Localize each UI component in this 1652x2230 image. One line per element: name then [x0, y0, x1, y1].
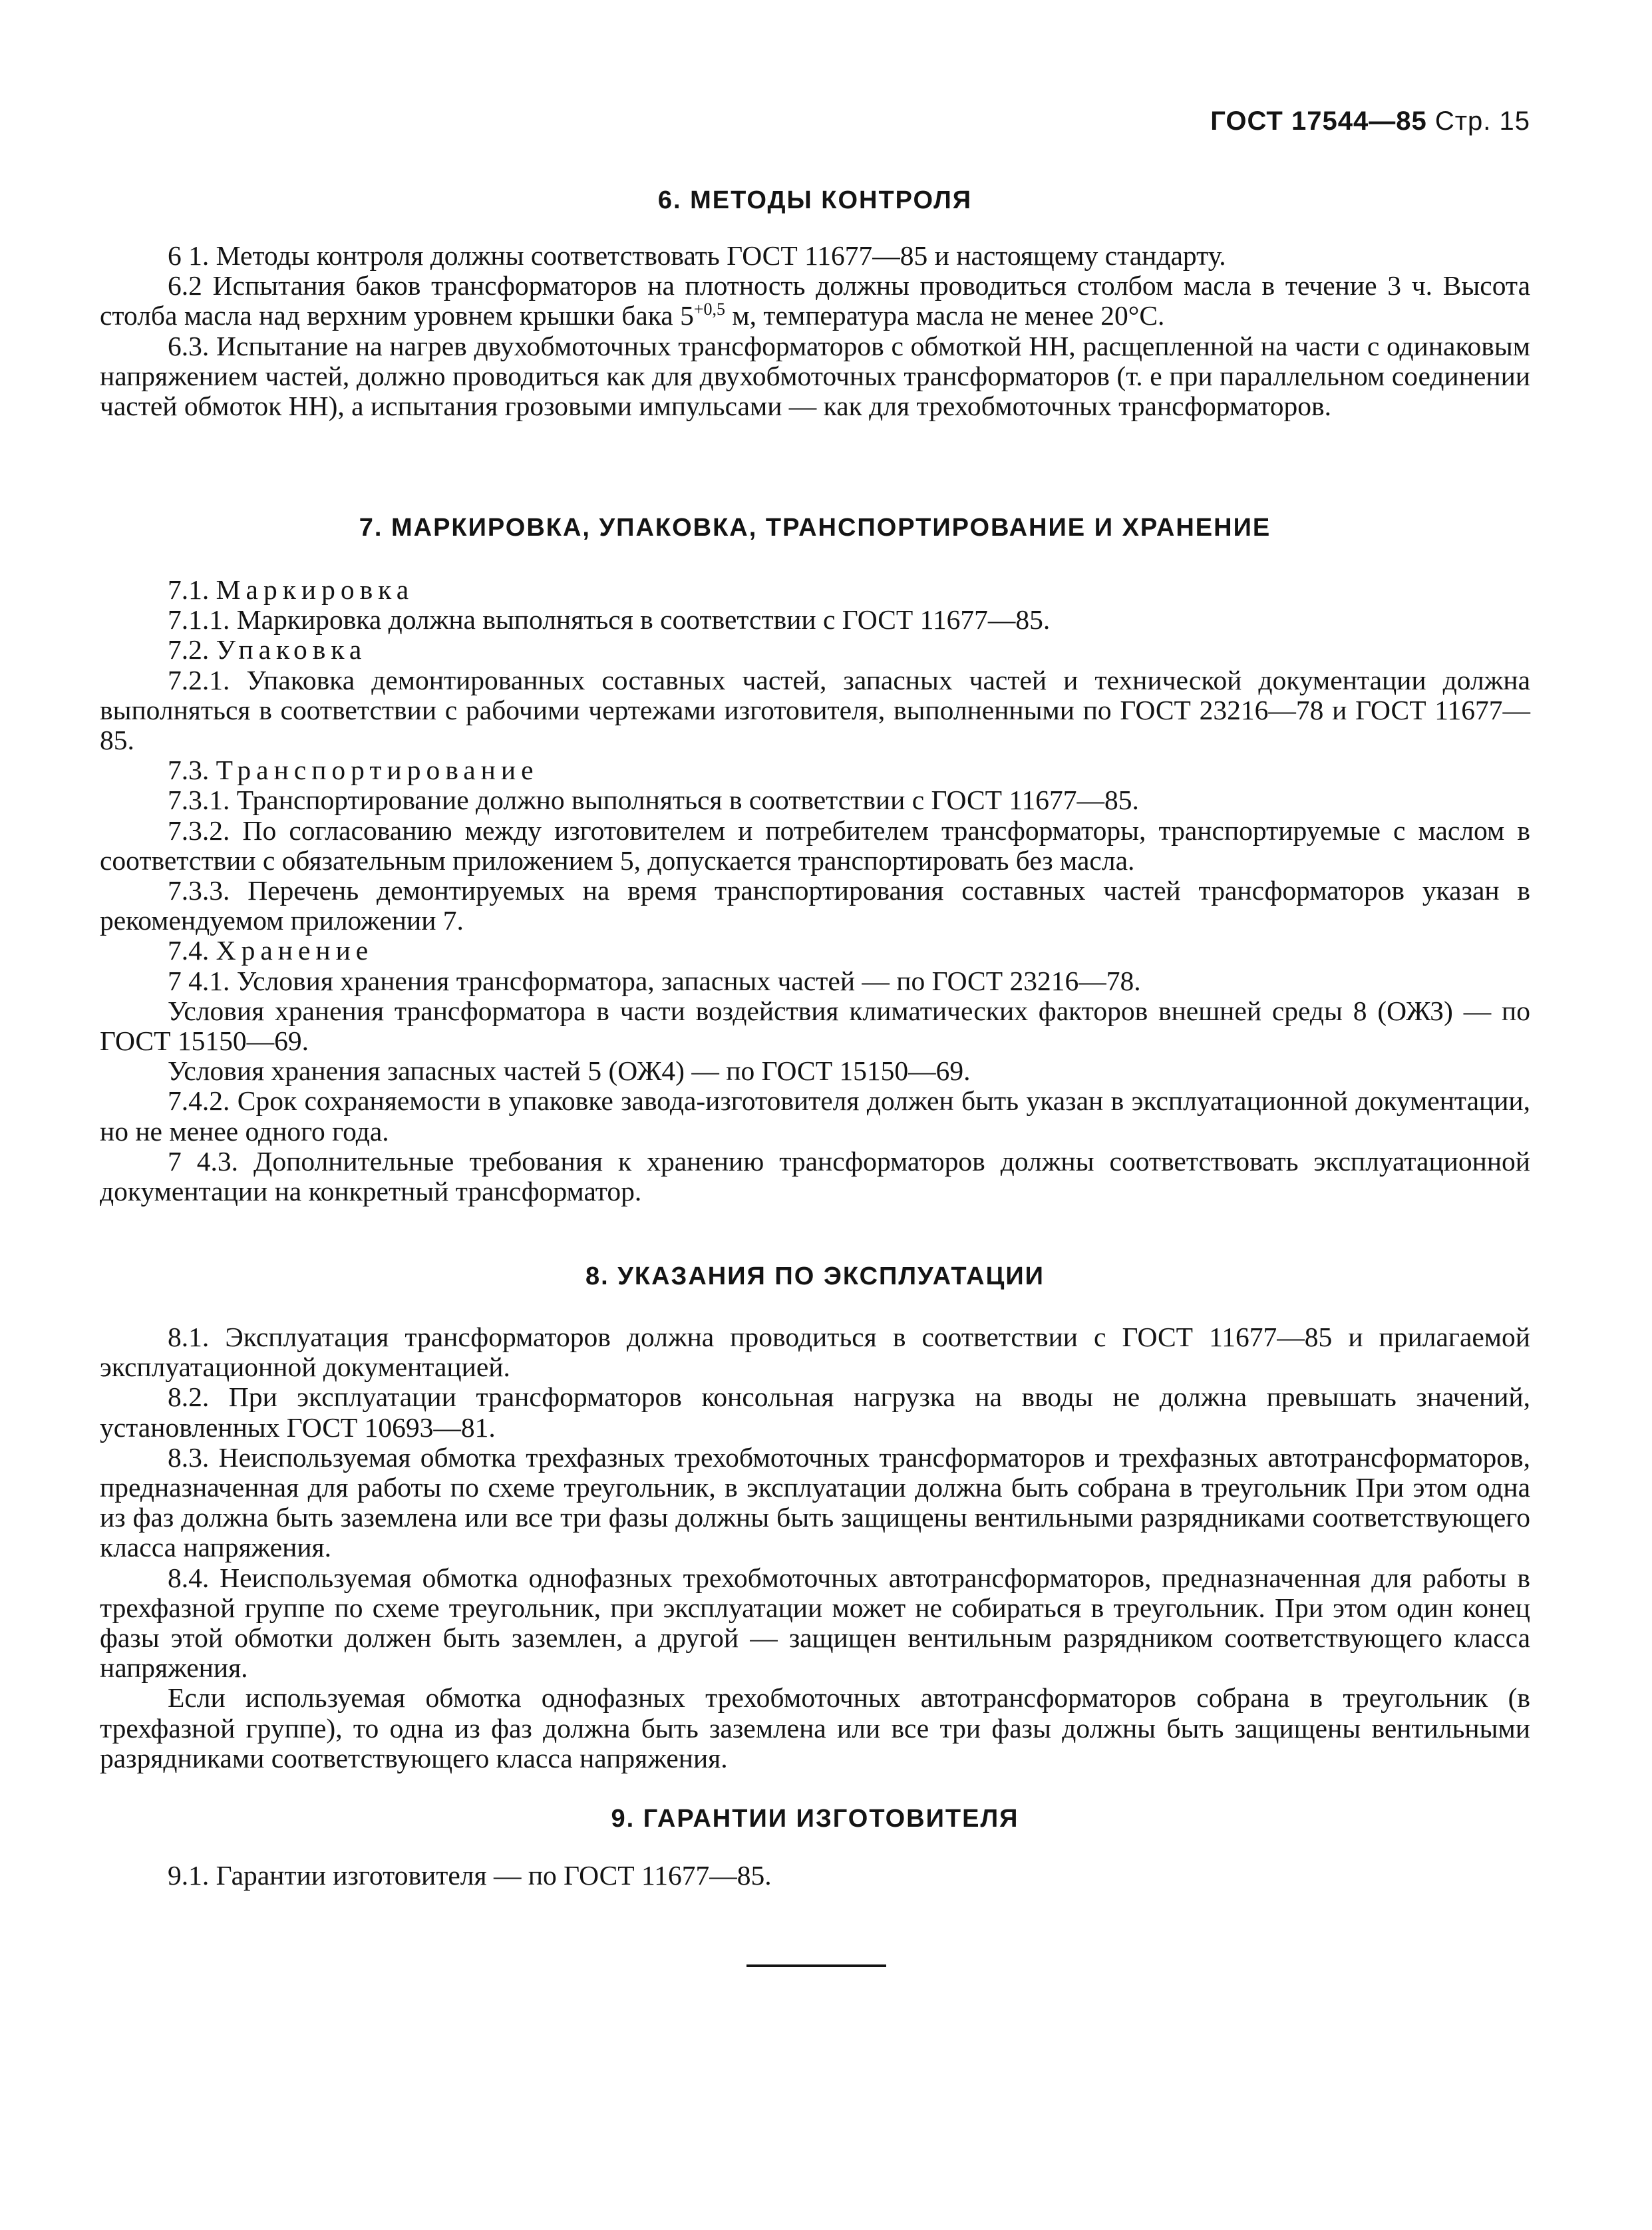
section-9-title: 9. ГАРАНТИИ ИЗГОТОВИТЕЛЯ [611, 1805, 1019, 1833]
paragraph-7-4-1-climate: Условия хранения трансформатора в части воздействия климатических факторов внешней среды 8 (ОЖЗ) — по ГОСТ 15150—69. [100, 995, 1530, 1057]
section-6-title: 6. МЕТОДЫ КОНТРОЛЯ [657, 186, 973, 214]
paragraph-6-1: 6 1. Методы контроля должны соответствовать ГОСТ 11677—85 и настоящему стандарту. [168, 240, 1226, 271]
subheading-7-4 [100, 936, 1530, 966]
page-number: Стр. 15 [1434, 106, 1530, 136]
paragraph-7-4-3: 7 4.3. Дополнительные требования к хранению трансформаторов должны соответствовать эксплуатационной документации на конкретный трансформатор. [100, 1145, 1530, 1207]
section-6 [100, 185, 1530, 421]
subheading-word: Хранение [216, 935, 374, 966]
standard-number: ГОСТ 17544—85 [1210, 106, 1427, 136]
section-8-title: 8. УКАЗАНИЯ ПО ЭКСПЛУАТАЦИИ [585, 1262, 1045, 1290]
paragraph-6-2-text: 6.2 Испытания баков трансформаторов на плотность должны проводиться столбом масла в течение 3 ч. Высота столба масла над верхним уровнем крышки бака 5 [100, 270, 1530, 331]
subheading-7-3 [100, 755, 1530, 785]
subheading-number: 7.2. [168, 634, 216, 665]
subheading-word: Маркировка [216, 574, 414, 605]
paragraph-6-2-text-end: м, температура масла не менее 20°С. [725, 300, 1165, 331]
subheading-word: Транспортирование [216, 755, 539, 786]
paragraph-7-3-2: 7.3.2. По согласованию между изготовителем и потребителем трансформаторы, транспортируемые с маслом в соответствии с обязательным приложением 5, допускается транспортировать без масла. [100, 815, 1530, 876]
paragraph-7-3-3: 7.3.3. Перечень демонтируемых на время транспортирования составных частей трансформаторов указан в рекомендуемом приложении 7. [100, 875, 1530, 936]
paragraph-6-3: 6.3. Испытание на нагрев двухобмоточных трансформаторов с обмоткой НН, расщепленной на части с одинаковым напряжением частей, должно проводиться как для двухобмоточных трансформаторов (т. е при параллельном соединении частей обмоток НН), а испытания грозовыми импульсами — как для трехобмоточных трансформаторов. [100, 330, 1530, 422]
tolerance-superscript: +0,5 [693, 299, 725, 319]
subheading-7-2 [100, 635, 1530, 665]
paragraph-7-4-1: 7 4.1. Условия хранения трансформатора, запасных частей — по ГОСТ 23216—78. [168, 965, 1141, 996]
paragraph-8-4-continued: Если используемая обмотка однофазных трехобмоточных автотрансформаторов собрана в треугольник (в трехфазной группе), то одна из фаз должна быть заземлена или все три фазы должны быть защищены вентильными разрядниками соответствующего класса напряжения. [100, 1682, 1530, 1773]
paragraph-7-4-2: 7.4.2. Срок сохраняемости в упаковке завода-изготовителя должен быть указан в эксплуатационной документации, но не менее одного года. [100, 1085, 1530, 1147]
paragraph-7-2-1: 7.2.1. Упаковка демонтированных составных частей, запасных частей и технической документации должна выполняться в соответствии с рабочими чертежами изготовителя, выполненными по ГОСТ 23216—78 и ГОСТ 11677—85. [100, 664, 1530, 756]
paragraph-7-1-1: 7.1.1. Маркировка должна выполняться в соответствии с ГОСТ 11677—85. [168, 604, 1051, 636]
end-divider [746, 1964, 886, 1967]
paragraph-8-3: 8.3. Неиспользуемая обмотка трехфазных трехобмоточных трансформаторов и трехфазных автотрансформаторов, предназначенная для работы по схеме треугольник, в эксплуатации должна быть собрана в треугольник При этом одна из фаз должна быть заземлена или все три фазы должны быть защищены вентильными разрядниками соответствующего класса напряжения. [100, 1441, 1530, 1563]
subheading-7-1 [100, 575, 1530, 605]
paragraph-8-4: 8.4. Неиспользуемая обмотка однофазных трехобмоточных автотрансформаторов, предназначенная для работы в трехфазной группе по схеме треугольник, при эксплуатации может не собираться в треугольник. При этом один конец фазы этой обмотки должен быть заземлен, а другой — защищен вентильным разрядником соответствующего класса напряжения. [100, 1562, 1530, 1684]
paragraph-7-3-1: 7.3.1. Транспортирование должно выполняться в соответствии с ГОСТ 11677—85. [168, 785, 1139, 816]
subheading-word: Упаковка [216, 634, 367, 665]
subheading-number: 7.3. [168, 755, 216, 786]
section-8 [100, 1261, 1530, 1773]
paragraph-6-2 [100, 271, 1530, 331]
paragraph-8-1: 8.1. Эксплуатация трансформаторов должна проводиться в соответствии с ГОСТ 11677—85 и прилагаемой эксплуатационной документацией. [100, 1322, 1530, 1383]
paragraph-7-4-1-spares: Условия хранения запасных частей 5 (ОЖ4) — по ГОСТ 15150—69. [168, 1055, 971, 1087]
subheading-number: 7.1. [168, 574, 216, 605]
running-header [1210, 106, 1530, 136]
section-7-title: 7. МАРКИРОВКА, УПАКОВКА, ТРАНСПОРТИРОВАНИЕ И ХРАНЕНИЕ [359, 514, 1271, 542]
paragraph-8-2: 8.2. При эксплуатации трансформаторов консольная нагрузка на вводы не должна превышать значений, установленных ГОСТ 10693—81. [100, 1382, 1530, 1443]
section-9 [100, 1803, 1530, 1891]
section-7 [100, 512, 1530, 1207]
paragraph-9-1: 9.1. Гарантии изготовителя — по ГОСТ 11677—85. [168, 1860, 772, 1891]
subheading-number: 7.4. [168, 935, 216, 966]
